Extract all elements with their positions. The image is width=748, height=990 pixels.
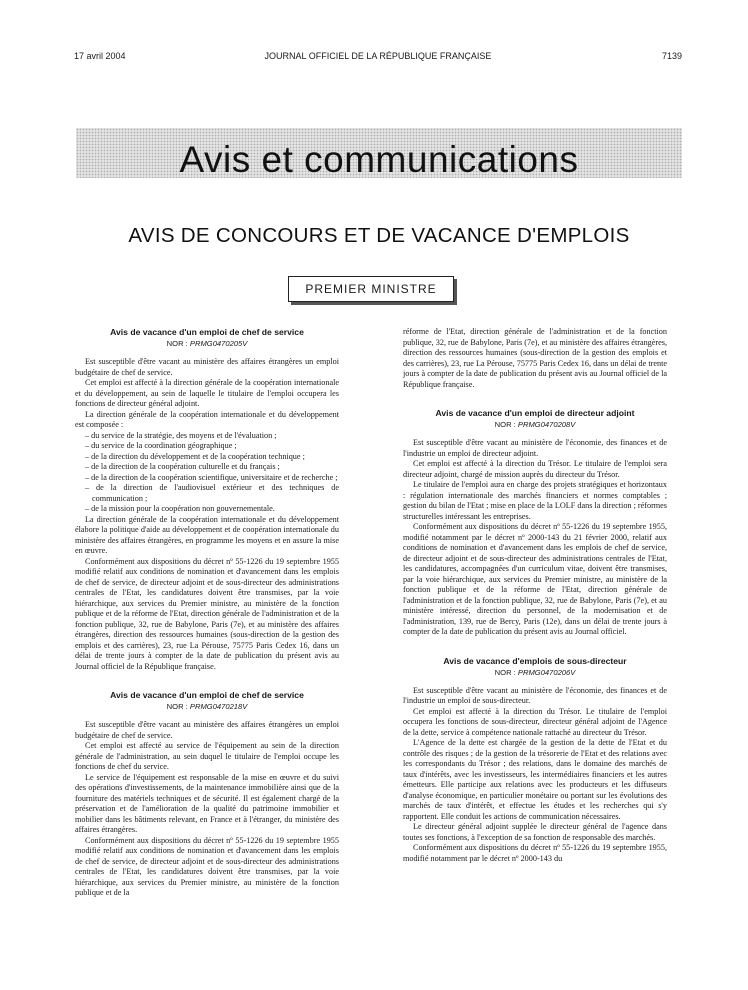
notice-title: Avis de vacance d'un emploi de chef de service [110, 327, 304, 337]
banner-title: Avis et communications [179, 139, 579, 180]
notice-title: Avis de vacance d'emplois de sous-directeur [443, 655, 627, 666]
nor-code: PRMG0470205V [189, 339, 248, 348]
paragraph: Cet emploi est affecté à la direction générale de la coopération internationale et du développement, au sein de laquelle le titulaire de l'emploi occupera les fonctions de directeur général adjoint. [75, 378, 339, 408]
paragraph: Est susceptible d'être vacant au ministère de l'économie, des finances et de l'industrie un emploi de sous-directeur. [403, 685, 667, 705]
nor-reference [403, 419, 667, 430]
left-column [75, 327, 339, 899]
paragraph: La direction générale de la coopération internationale et du développement élabore la politique d'aide au développement et de coopération internationale du ministère des affaires étrangères, en programme les moyens et en assure la mise en œuvre. [75, 514, 339, 555]
notice-title: Avis de vacance d'un emploi de directeur adjoint [435, 408, 635, 418]
notice-title: Avis de vacance d'un emploi de chef de service [110, 690, 304, 700]
list-item: – de la mission pour la coopération non gouvernementale. [85, 504, 339, 515]
nor-label: NOR : [494, 667, 516, 677]
paragraph: Le service de l'équipement est responsable de la mise en œuvre et du suivi des opérations d'investissements, de la maintenance immobilière ainsi que de la fourniture des matériels techniques et de sécurité. Il est également chargé de la préservation et de l'amélioration de la qualité du patrimoine immobilier et mobilier dans les bâtiments relevant, en France et à l'étranger, du ministère des affaires étrangères. [75, 772, 339, 834]
paragraph: Est susceptible d'être vacant au ministère des affaires étrangères un emploi budgétaire de chef de service. [75, 357, 339, 377]
ministry-box: PREMIER MINISTRE [288, 276, 454, 302]
nor-reference [403, 667, 667, 678]
page-number: 7139 [661, 51, 682, 61]
list-item: – du service de la coordination géographique ; [85, 441, 339, 452]
list-item: – du service de la stratégie, des moyens et de l'évaluation ; [85, 431, 339, 442]
nor-label: NOR : [166, 339, 188, 348]
list-item: – de la direction de la coopération culturelle et du français ; [85, 462, 339, 473]
nor-label: NOR : [494, 420, 516, 429]
publication-date: 17 avril 2004 [74, 51, 126, 61]
paragraph: Cet emploi est affecté à la direction du Trésor. Le titulaire de l'emploi sera directeur adjoint, chargé de mission auprès du directeur du Trésor. [403, 459, 667, 479]
right-column [403, 327, 667, 864]
paragraph: Conformément aux dispositions du décret nº 55-1226 du 19 septembre 1955, modifié notamment par le décret nº 2000-143 du [403, 843, 667, 863]
paragraph: Conformément aux dispositions du décret nº 55-1226 du 19 septembre 1955 modifié relatif aux conditions de nomination et d'avancement dans les emplois de chef de service, de directeur adjoint et de sous-directeur des administrations centrales de l'Etat, les candidatures doivent être transmises, par la voie hiérarchique, aux services du Premier ministre, au ministère de la fonction publique et de la [75, 835, 339, 897]
paragraph: Conformément aux dispositions du décret nº 55-1226 du 19 septembre 1955 modifié relatif aux conditions de nomination et d'avancement dans les emplois de chef de service, de directeur adjoint et de sous-directeur des administrations centrales de l'Etat, les candidatures doivent être transmises, par la voie hiérarchique, aux services du Premier ministre, au ministère de la fonction publique et de la réforme de l'Etat, direction générale de l'administration et de la fonction publique, 32, rue de Babylone, Paris (7e), et au ministère des affaires étrangères, direction des ressources humaines (sous-direction de la gestion des emplois et des carrières), 23, rue La Pérouse, 75775 Paris Cedex 16, dans un délai de trente jours à compter de la date de publication du présent avis au Journal officiel de la République française. [75, 556, 339, 671]
paragraph: La direction générale de la coopération internationale et du développement est composée : [75, 409, 339, 429]
nor-label: NOR : [166, 702, 188, 711]
paragraph: Est susceptible d'être vacant au ministère des affaires étrangères un emploi budgétaire de chef de service. [75, 720, 339, 740]
paragraph: L'Agence de la dette est chargée de la gestion de la dette de l'Etat et du contrôle des risques ; de la gestion de la trésorerie de l'Etat et des relations avec les correspondants du Trésor ; des relations, dans le domaine des marchés de taux d'intérêts, avec les investisseurs, les intermédiaires financiers et les autres émetteurs. Elle participe aux relations avec les producteurs et les diffuseurs d'analyse économique, en particulier monétaire ou portant sur les évolutions des marchés de taux d'intérêt, et effectue les études et les recherches qui s'y rapportent. Elle conduit les actions de communication nécessaires. [403, 738, 667, 821]
list-item: – de la direction du développement et de la coopération technique ; [85, 452, 339, 463]
nor-reference [75, 338, 339, 349]
list-item: – de la direction de la coopération scientifique, universitaire et de recherche ; [85, 473, 339, 484]
paragraph-continued: réforme de l'Etat, direction générale de l'administration et de la fonction publique, 32, rue de Babylone, Paris (7e), et au ministère des affaires étrangères, direction des ressources humaines (sous-direction de la gestion des emplois et des carrières), 23, rue La Pérouse, 75775 Paris Cedex 16, dans un délai de trente jours à compter de la date de publication du présent avis au Journal officiel de la République française. [403, 327, 667, 389]
paragraph: Cet emploi est affecté à la direction du Trésor. Le titulaire de l'emploi occupera les fonctions de sous-directeur, directeur général adjoint de l'Agence de la dette, service à compétence nationale rattaché au directeur du Trésor. [403, 706, 667, 737]
paragraph: Le titulaire de l'emploi aura en charge des projets stratégiques et horizontaux : régulation internationale des marchés financiers et normes comptables ; gestion du bilan de l'Etat ; mise en place de la LOLF dans la direction ; réformes structurelles intéressant les entreprises. [403, 480, 667, 521]
nor-code: PRMG0470218V [189, 702, 248, 711]
main-heading: AVIS DE CONCOURS ET DE VACANCE D'EMPLOIS [128, 224, 630, 247]
nor-code: PRMG0470208V [517, 420, 576, 429]
paragraph: Conformément aux dispositions du décret nº 55-1226 du 19 septembre 1955, modifié notamment par le décret nº 2000-143 du 21 février 2000, relatif aux conditions de nomination et d'avancement dans les emplois de chef de service, de directeur adjoint et de sous-directeur des administrations centrales de l'Etat, les candidatures, accompagnées d'un curriculum vitae, doivent être transmises, par la voie hiérarchique, aux services du Premier ministre, au ministère de la fonction publique et de la réforme de l'Etat, direction générale de l'administration et de la fonction publique, 32, rue de Babylone, Paris (7e), et au ministère intéressé, direction du personnel, de la modernisation et de l'administration, 139, rue de Bercy, Paris (12e), dans un délai de trente jours à compter de la date de publication du présent avis au Journal officiel. [403, 522, 667, 636]
composition-list [75, 431, 339, 515]
nor-code: PRMG0470206V [517, 667, 576, 677]
page-header [74, 50, 682, 62]
list-item: – de la direction de l'audiovisuel extérieur et des techniques de communication ; [85, 483, 339, 504]
paragraph: Est susceptible d'être vacant au ministère de l'économie, des finances et de l'industrie un emploi de directeur adjoint. [403, 438, 667, 458]
nor-reference [75, 701, 339, 712]
journal-title: JOURNAL OFFICIEL DE LA RÉPUBLIQUE FRANÇAISE [264, 51, 492, 61]
paragraph: Le directeur général adjoint supplée le directeur général de l'agence dans toutes ses fonctions, à l'exception de sa fonction de responsable des marchés. [403, 822, 667, 842]
paragraph: Cet emploi est affecté au service de l'équipement au sein de la direction générale de l'administration, au sein duquel le titulaire de l'emploi occupe les fonctions de chef du service. [75, 741, 339, 771]
